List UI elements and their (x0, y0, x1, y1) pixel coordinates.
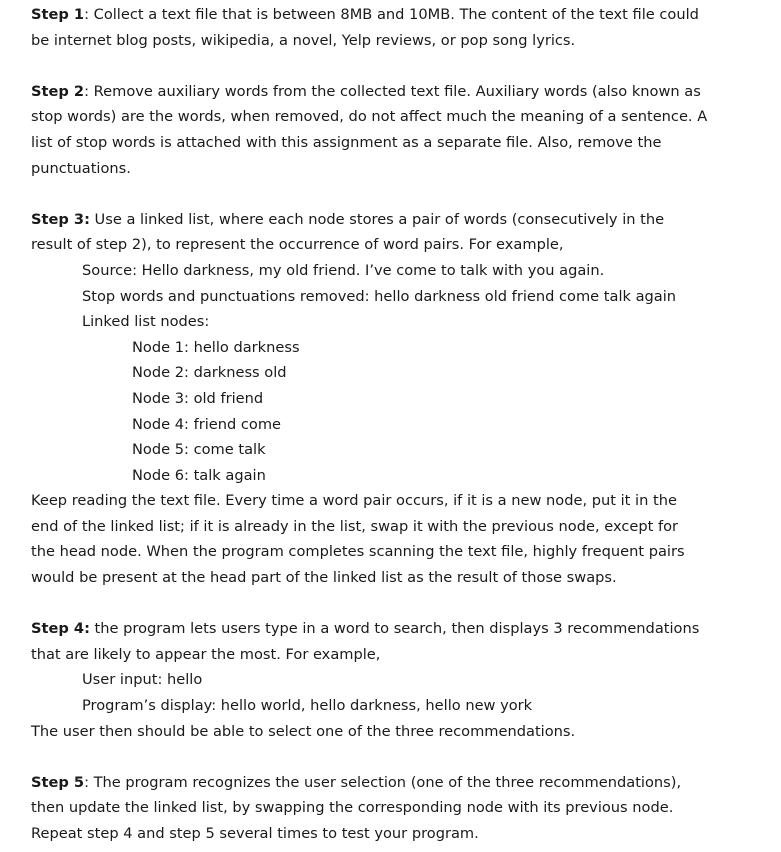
list-item: Node 2: darkness old (132, 364, 287, 382)
step4-display: Program’s display: hello world, hello darkness, hello new york (82, 697, 533, 715)
spacer (31, 53, 781, 79)
step2-line1 (31, 79, 781, 105)
step3-para4: would be present at the head part of the linked list as the result of those swaps. (31, 569, 617, 587)
step2-line4: punctuations. (31, 159, 131, 177)
step2-line2: stop words) are the words, when removed, do not affect much the meaning of a sentence. A (31, 108, 708, 126)
step3-line1 (31, 207, 781, 233)
step3-source: Source: Hello darkness, my old friend. I’ve come to talk with you again. (82, 261, 605, 279)
step5-label: Step 5 (31, 773, 85, 791)
step2-text1: : Remove auxiliary words from the collected text file. Auxiliary words (also known as (84, 82, 701, 100)
spacer (31, 744, 781, 770)
step5-line1 (31, 770, 781, 796)
spacer (31, 181, 781, 207)
list-item: Node 4: friend come (132, 415, 282, 433)
step5-text1: : The program recognizes the user selection (one of the three recommendations), (84, 773, 682, 791)
list-item: Node 5: come talk (132, 441, 266, 459)
step4-input: User input: hello (82, 671, 203, 689)
step3-line2: result of step 2), to represent the occurrence of word pairs. For example, (31, 236, 564, 254)
step4-text1: the program lets users type in a word to search, then displays 3 recommendations (89, 620, 700, 638)
step5-line3: Repeat step 4 and step 5 several times to test your program. (31, 825, 479, 842)
step3-para1: Keep reading the text file. Every time a word pair occurs, if it is a new node, put it in the (31, 492, 677, 510)
step3-nodes-label: Linked list nodes: (82, 313, 210, 331)
list-item: Node 3: old friend (132, 389, 264, 407)
step1-line2: be internet blog posts, wikipedia, a novel, Yelp reviews, or pop song lyrics. (31, 31, 576, 49)
step4-select: The user then should be able to select one of the three recommendations. (31, 722, 576, 740)
step3-removed: Stop words and punctuations removed: hello darkness old friend come talk again (82, 287, 677, 305)
step5-line2: then update the linked list, by swapping the corresponding node with its previous node. (31, 799, 674, 817)
step2-label: Step 2 (31, 82, 85, 100)
step1-label: Step 1 (31, 6, 85, 23)
step3-para3: the head node. When the program completes scanning the text file, highly frequent pairs (31, 543, 685, 561)
step3-text1: Use a linked list, where each node stores a pair of words (consecutively in the (89, 210, 665, 228)
step3-para2: end of the linked list; if it is already in the list, swap it with the previous node, except for (31, 517, 679, 535)
step4-label: Step 4: (31, 620, 90, 638)
step1-line1 (31, 2, 781, 28)
step4-line2: that are likely to appear the most. For example, (31, 645, 381, 663)
spacer (31, 591, 781, 617)
list-item: Node 1: hello darkness (132, 338, 300, 356)
step3-label: Step 3: (31, 210, 90, 228)
step4-line1 (31, 616, 781, 642)
step1-text1: : Collect a text file that is between 8MB and 10MB. The content of the text file could (84, 6, 699, 23)
list-item: Node 6: talk again (132, 466, 266, 484)
step2-line3: list of stop words is attached with this assignment as a separate file. Also, remove the (31, 133, 662, 151)
